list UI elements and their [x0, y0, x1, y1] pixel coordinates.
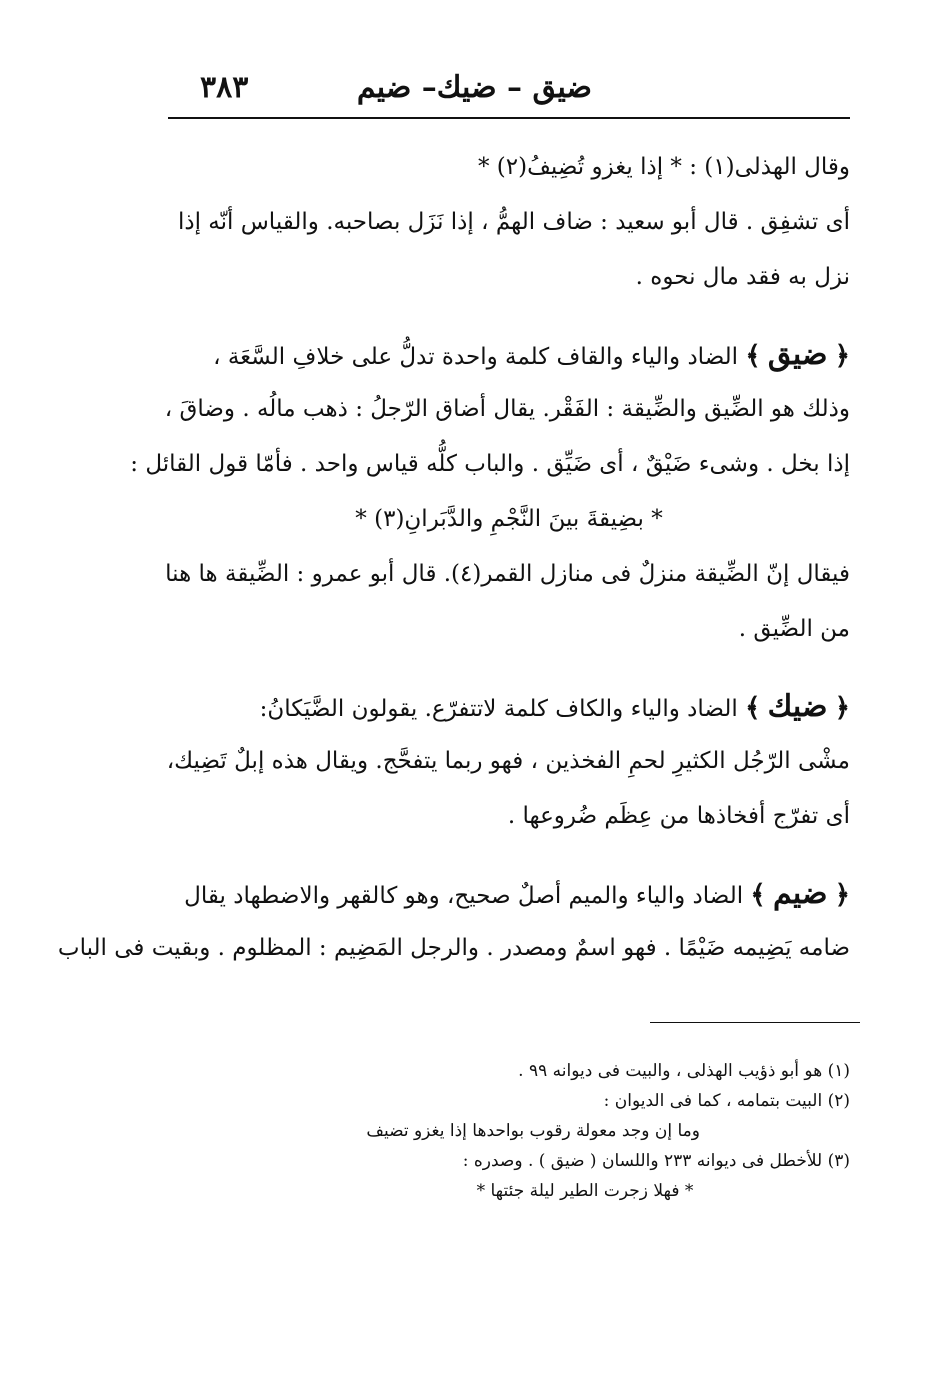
footnote-rule: [650, 1022, 860, 1023]
text-line: أى تشفِق . قال أبو سعيد : ضاف الهمُّ ، إذا نَزَل بصاحبه. والقياس أنّه إذا: [177, 209, 850, 235]
entry-headword-daym: ضيم: [772, 876, 828, 911]
ornate-bracket-open: ﴿: [834, 341, 850, 371]
entry-dayk-first-line: [168, 679, 850, 734]
entry-text: الضاد والياء والكاف كلمة لاتتفرّع. يقولون الضَّيَكانُ:: [259, 696, 738, 722]
running-title: ضيق – ضيك– ضيم: [356, 70, 592, 105]
text-line: وذلك هو الضِّيق والضِّيقة : الفَقْر. يقال أضاق الرّجلُ : ذهب مالُه . وضاقَ ،: [164, 396, 850, 422]
text-line: نزل به فقد مال نحوه .: [635, 264, 850, 290]
main-text: [57, 140, 850, 976]
ornate-bracket-close: ﴾: [750, 880, 766, 910]
text-line: مشْى الرّجُل الكثيرِ لحمِ الفخذين ، فهو ربما يتفحَّج. ويقال هذه إبلٌ تَضِيك،: [166, 748, 850, 774]
entry-text: الضاد والياء والميم أصلٌ صحيح، وهو كالقهر والاضطهاد يقال: [184, 883, 744, 909]
footnote-2: (٢) البيت بتمامه ، كما فى الديوان :: [603, 1091, 850, 1111]
footnote-3-verse: * فهلا زجرت الطير ليلة جئتها *: [476, 1181, 694, 1201]
text-line: ضامه يَضِيمه ضَيْمًا . فهو اسمٌ ومصدر . والرجل المَضِيم : المظلوم . وبقيت فى الباب: [57, 935, 850, 961]
footnote-3: (٣) للأخطل فى ديوانه ٢٣٣ واللسان ( ضيق ) . وصدره :: [462, 1151, 850, 1171]
footnotes: [260, 1056, 850, 1206]
footnote-1: (١) هو أبو ذؤيب الهذلى ، والبيت فى ديوانه ٩٩ .: [518, 1061, 850, 1081]
entry-dayq-first-line: [168, 327, 850, 382]
footnote-2-verse: وما إن وجد معولة رقوب بواحدها إذا يغزو تضيف: [366, 1121, 700, 1141]
text-line: أى تفرّج أفخاذها من عِظَم ضُروعها .: [507, 803, 850, 829]
text-line: من الضِّيق .: [738, 616, 850, 642]
header-rule: [168, 117, 850, 119]
entry-text: الضاد والياء والقاف كلمة واحدة تدلُّ على خلافِ السَّعَة ،: [213, 344, 739, 370]
page-header: [170, 62, 850, 116]
verse-line: * بضِيقةَ بينَ النَّجْمِ والدَّبَرانِ(٣) *: [355, 506, 663, 532]
entry-daym-first-line: [168, 866, 850, 921]
text-line: إذا بخل . وشىء ضَيْقٌ ، أى ضَيِّق . والباب كلُّه قياس واحد . فأمّا قول القائل :: [130, 451, 850, 477]
ornate-bracket-open: ﴿: [834, 693, 850, 723]
page-number: ٣٨٣: [200, 70, 249, 105]
entry-headword-dayk: ضيك: [767, 689, 828, 724]
ornate-bracket-open: ﴿: [834, 880, 850, 910]
ornate-bracket-close: ﴾: [745, 693, 761, 723]
text-line: فيقال إنّ الضِّيقة منزلٌ فى منازل القمر(٤). قال أبو عمرو : الضِّيقة ها هنا: [165, 561, 850, 587]
entry-headword-dayq: ضيق: [767, 337, 828, 372]
text-line: وقال الهذلى(١) : * إذا يغزو تُضِيفُ(٢) *: [477, 154, 850, 180]
ornate-bracket-close: ﴾: [745, 341, 761, 371]
